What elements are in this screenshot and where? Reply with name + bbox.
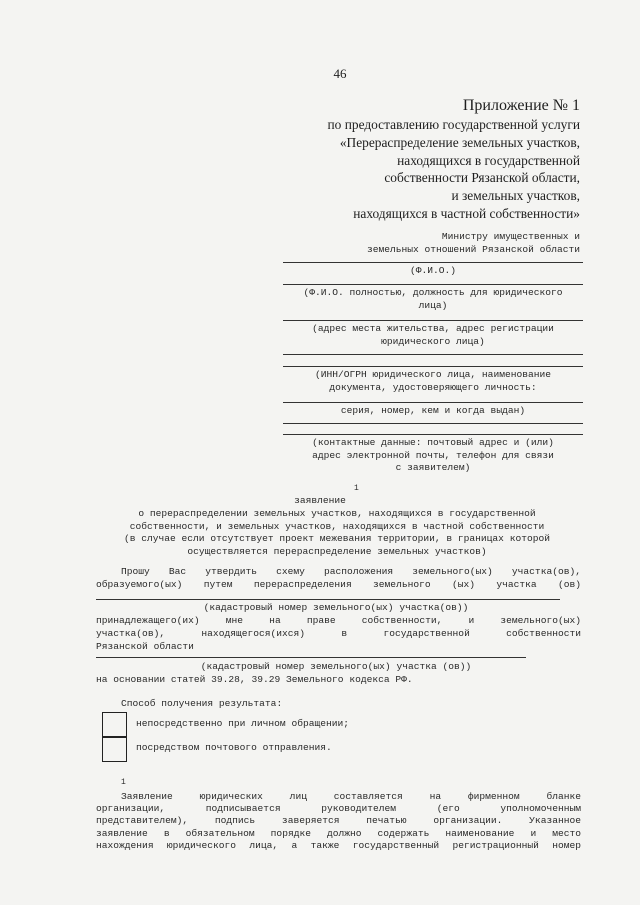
delivery-checkbox-personal[interactable] [102,712,127,738]
inn-caption [283,369,583,394]
footnote-line: представителем), подпись заверяется печатью организации. Указанное [96,815,581,827]
contacts-caption [283,437,583,475]
caption-line: адрес электронной почты, телефон для связи [312,449,554,461]
caption-line: (ИНН/ОГРН юридического лица, наименование [314,369,552,380]
caption-line: с заявителем) [395,462,471,473]
series-line [283,402,583,403]
delivery-option-post: посредством почтового отправления. [136,742,332,753]
footnote-line: нахождения юридического лица, а также государственный регистрационный номер [96,839,581,851]
caption-line: лица) [418,299,448,311]
caption-line: юридического лица) [381,335,485,347]
addressee [300,231,580,256]
delivery-label: Способ получения результата: [121,698,283,709]
footnote-line: заявление в обязательном порядке должно содержать наименование и место [96,827,581,839]
addressee-line: земельных отношений Рязанской области [366,243,580,255]
ownership-line: принадлежащего(их) мне на праве собственности, и земельного(ых) [96,615,581,626]
addressee-line: Министру имущественных и [441,231,580,242]
appendix-title: Приложение № 1 [462,97,580,114]
cadastral-caption-1: (кадастровый номер земельного(ых) участка(ов)) [203,602,469,613]
statement-subtitle [92,508,582,558]
cadastral-caption-2: (кадастровый номер земельного(ых) участка (ов)) [200,661,472,672]
subtitle-line: (в случае если отсутствует проект межевания территории, в границах которой [123,533,551,545]
caption-line: (адрес места жительства, адрес регистрации [312,323,554,334]
subtitle-line: о перераспределении земельных участков, находящихся в государственной [138,508,536,519]
inn-line [283,366,583,367]
delivery-checkbox-post[interactable] [102,736,127,762]
legal-basis: на основании статей 39.28, 39.29 Земельного кодекса РФ. [96,674,413,685]
cadastral-line-1 [96,599,560,600]
address-line [283,320,583,321]
subtitle-line: собственности, и земельных участков, находящихся в частной собственности [129,520,545,532]
footnote-mark-bottom: 1 [121,778,126,787]
statement-title: заявление [294,495,346,506]
footnote-line: Заявление юридических лиц составляется на фирменном бланке [121,791,581,802]
footnote-mark: 1 [354,484,359,493]
appendix-line: собственности Рязанской области, [384,170,580,186]
appendix-line: и земельных участков, [451,188,580,204]
ownership-line: Рязанской области [96,641,194,652]
caption-line: (Ф.И.О. полностью, должность для юридического [303,287,563,298]
series-caption: серия, номер, кем и когда выдан) [340,405,526,416]
ownership-line: участка(ов), находящегося(ихся) в государственной собственности [96,628,581,639]
blank-line [283,354,583,355]
footnote-text [96,791,581,852]
request-line: Прошу Вас утвердить схему расположения земельного(ых) участка(ов), [121,566,581,577]
appendix-line: находящихся в частной собственности» [353,205,580,221]
appendix-line: по предоставлению государственной услуги [327,117,580,132]
fio-caption: (Ф.И.О.) [409,265,457,276]
contacts-line [283,434,583,435]
blank-line [283,423,583,424]
caption-line: документа, удостоверяющего личность: [329,381,537,393]
address-caption [283,323,583,348]
delivery-option-personal: непосредственно при личном обращении; [136,718,350,729]
fio-full-line [283,284,583,285]
cadastral-line-2 [96,657,526,658]
fio-full-caption [283,287,583,312]
request-line: образуемого(ых) путем перераспределения земельного (ых) участка (ов) [96,579,581,590]
appendix-line: находящихся в государственной [397,152,580,168]
fio-line [283,262,583,263]
appendix-header [250,96,580,223]
footnote-line: организации, подписывается руководителем (его уполномоченным [96,803,581,815]
caption-line: (контактные данные: почтовый адрес и (или) [312,437,554,448]
appendix-line: «Перераспределение земельных участков, [339,134,580,150]
page-number: 46 [333,66,347,81]
subtitle-line: осуществляется перераспределение земельных участков) [187,545,487,557]
